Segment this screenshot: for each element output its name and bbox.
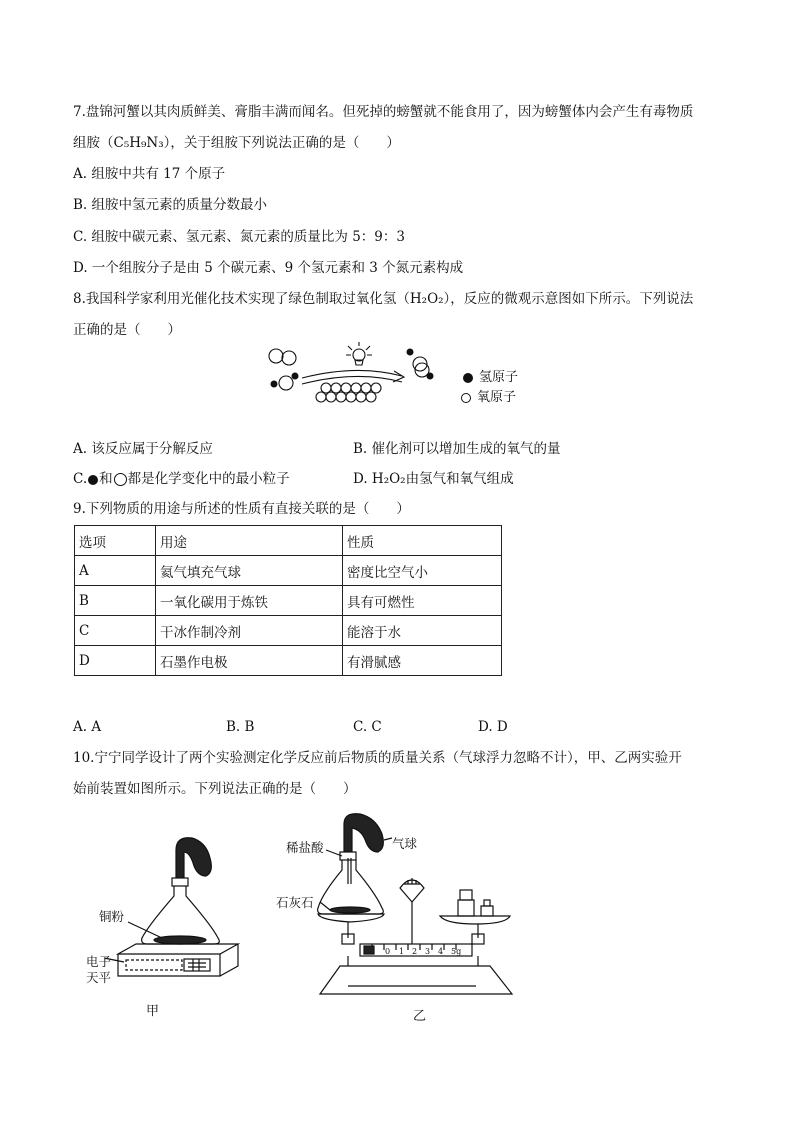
q8-option-c-text: 都是化学变化中的最小粒子 [127,471,290,487]
table-cell: C [75,616,156,646]
label-electronic-1: 电子 [86,954,112,969]
scale-tick-label: 3 [425,947,431,956]
q9-option-c: C. C [353,719,382,735]
q8-option-d: D. H₂O₂由氢气和氧气组成 [353,471,514,487]
q8-option-c-prefix: C. [73,471,88,487]
table-cell: 氦气填充气球 [156,556,343,586]
q8-reaction-diagram [262,340,452,406]
scale-tick-label: 5g [451,947,462,956]
table-header-row [75,526,502,556]
table-row [75,586,502,616]
label-copper-powder: 铜粉 [99,909,125,924]
q7-option-b: B. 组胺中氢元素的质量分数最小 [73,197,268,213]
oxygen-atom-icon [114,473,127,486]
q9-table [74,525,502,676]
q8-option-c-and: 和 [99,471,113,487]
table-cell: 石墨作电极 [156,646,343,676]
table-row [75,556,502,586]
table-cell: D [75,646,156,676]
q8-option-c [73,470,290,488]
scale-tick-label: 4 [438,947,444,956]
table-cell: 干冰作制冷剂 [156,616,343,646]
q7-option-c: C. 组胺中碳元素、氢元素、氮元素的质量比为 5：9：3 [73,229,405,245]
table-cell: 能溶于水 [343,616,502,646]
q9-option-b: B. B [226,719,255,735]
caption-yi: 乙 [413,1009,427,1024]
table-cell: 具有可燃性 [343,586,502,616]
figure-yi [300,810,535,1000]
caption-jia: 甲 [146,1004,160,1019]
table-header-cell: 用途 [156,526,343,556]
table-row [75,616,502,646]
legend-oxygen-label: 氧原子 [477,390,517,405]
table-cell: B [75,586,156,616]
table-cell: 有滑腻感 [343,646,502,676]
table-cell: 一氧化碳用于炼铁 [156,586,343,616]
label-electronic-2: 天平 [86,970,112,985]
q10-stem-line1: 10.宁宁同学设计了两个实验测定化学反应前后物质的质量关系（气球浮力忽略不计），甲、乙两实验开 [73,750,682,766]
oxygen-atom-icon [461,393,471,403]
q9-stem: 9.下列物质的用途与所述的性质有直接关联的是（ ） [73,501,410,517]
scale-tick-label: 0 [385,947,391,956]
q8-stem-line2: 正确的是（ ） [73,322,181,338]
q7-option-a: A. 组胺中共有 17 个原子 [73,166,226,182]
scale-tick-label: 2 [412,947,418,956]
legend-hydrogen-label: 氢原子 [479,370,519,385]
hydrogen-atom-icon [463,373,473,383]
q10-stem-line2: 始前装置如图所示。下列说法正确的是（ ） [73,781,357,797]
q9-option-d: D. D [478,719,508,735]
table-cell: 密度比空气小 [343,556,502,586]
legend-oxygen [461,389,516,407]
label-balloon: 气球 [392,836,418,851]
q8-option-b: B. 催化剂可以增加生成的氧气的量 [353,441,561,457]
table-cell: A [75,556,156,586]
table-row [75,646,502,676]
q7-stem-line1: 7.盘锦河蟹以其肉质鲜美、膏脂丰满而闻名。但死掉的螃蟹就不能食用了，因为螃蟹体内会产生有毒物质 [73,104,694,120]
label-limestone: 石灰石 [276,895,314,910]
label-dilute-hcl: 稀盐酸 [286,840,324,855]
q9-option-a: A. A [73,719,102,735]
table-header-cell: 性质 [343,526,502,556]
legend-hydrogen [463,369,518,387]
hydrogen-atom-icon [88,475,98,485]
q7-stem-line2: 组胺（C₅H₉N₃），关于组胺下列说法正确的是（ ） [73,135,400,151]
q7-option-d: D. 一个组胺分子是由 5 个碳元素、9 个氢元素和 3 个氮元素构成 [73,260,464,276]
table-header-cell: 选项 [75,526,156,556]
q8-stem-line1: 8.我国科学家利用光催化技术实现了绿色制取过氧化氢（H₂O₂），反应的微观示意图如下所示。下列说法 [73,291,694,307]
scale-tick-label: 1 [399,947,405,956]
q8-option-a: A. 该反应属于分解反应 [73,441,213,457]
